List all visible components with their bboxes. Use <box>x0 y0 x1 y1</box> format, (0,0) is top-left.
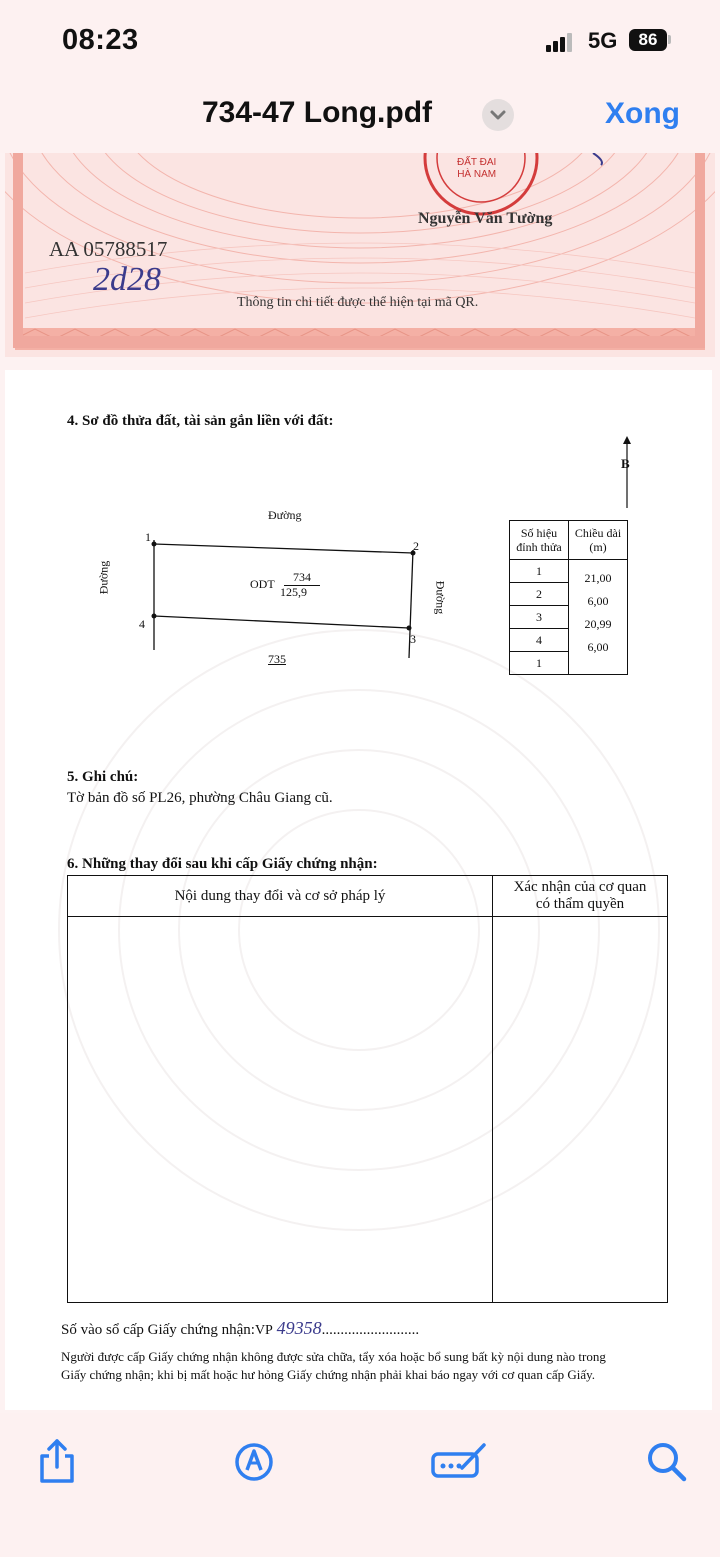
signal-icon <box>546 32 574 52</box>
qr-note: Thông tin chi tiết được thể hiện tại mã QR. <box>237 295 479 310</box>
table-header-length <box>569 521 628 560</box>
vertex-label: 3 <box>410 632 416 646</box>
vertex-cell: 2 <box>510 583 569 606</box>
length-cell: 6,00 <box>587 640 609 654</box>
header-line: (m) <box>589 540 607 554</box>
changes-col-confirm <box>493 876 668 917</box>
table-row <box>68 917 668 1303</box>
parcel-area: 125,9 <box>280 585 307 599</box>
road-top-label: Đường <box>268 508 302 522</box>
section-5-title: 5. Ghi chú: <box>67 769 139 785</box>
battery-tip <box>668 35 671 44</box>
chevron-down-icon <box>482 99 514 131</box>
parcel-code: ODT <box>250 577 275 591</box>
header-line: Chiều dài <box>574 526 622 540</box>
search-icon[interactable] <box>642 1437 692 1487</box>
length-cell: 6,00 <box>587 594 609 608</box>
section-6-title: 6. Những thay đổi sau khi cấp Giấy chứng nhận: <box>67 856 378 872</box>
length-cell: 21,00 <box>584 571 612 585</box>
warning-line-2: Giấy chứng nhận; khi bị mất hoặc hư hỏng Giấy chứng nhận phải khai báo ngay với cơ quan cấp Giấy. <box>61 1367 596 1382</box>
north-label: B <box>621 456 630 471</box>
section-4-title: 4. Sơ đồ thửa đất, tài sản gắn liền với đất: <box>67 413 334 429</box>
north-arrow-icon <box>617 434 637 510</box>
registry-prefix: VP <box>254 1323 273 1338</box>
vertex-cell: 4 <box>510 629 569 652</box>
table-header-vertex <box>510 521 569 560</box>
network-label: 5G <box>588 28 618 53</box>
warning-line-1: Người được cấp Giấy chứng nhận không được sửa chữa, tẩy xóa hoặc bổ sung bất kỳ nội dung nào trong <box>61 1349 606 1364</box>
certificate-page-2 <box>5 370 712 1410</box>
status-time: 08:23 <box>62 24 139 56</box>
bottom-toolbar <box>0 1413 720 1557</box>
share-icon[interactable] <box>32 1436 82 1486</box>
header-line: Xác nhận của cơ quan <box>513 879 647 895</box>
vertex-label: 2 <box>413 539 419 553</box>
road-left-label: Đường <box>96 560 111 595</box>
header-line: đỉnh thửa <box>516 540 562 554</box>
title-menu-button[interactable] <box>482 99 514 131</box>
header-line: Số hiệu <box>520 526 558 540</box>
handwritten-note: 2d28 <box>93 261 161 298</box>
neighbor-parcel: 735 <box>268 652 286 666</box>
changes-confirm-cell <box>493 917 668 1303</box>
vertex-cell: 1 <box>510 652 569 675</box>
certificate-serial: AA 05788517 <box>49 237 168 261</box>
seal-line: ĐẤT ĐAI <box>457 157 497 168</box>
registry-label: Số vào sổ cấp Giấy chứng nhận: <box>61 1322 255 1338</box>
parcel-number: 734 <box>284 570 320 586</box>
vertex-cell: 3 <box>510 606 569 629</box>
markup-icon[interactable] <box>229 1437 279 1487</box>
seal-line: HÀ NAM <box>457 169 497 180</box>
vertex-label: 4 <box>139 617 145 631</box>
table-header-row <box>68 876 668 917</box>
done-button[interactable]: Xong <box>605 97 680 130</box>
section-5-note: Tờ bản đồ số PL26, phường Châu Giang cũ. <box>67 790 333 806</box>
registry-line <box>61 1318 419 1339</box>
table-header-row <box>510 521 628 560</box>
changes-table <box>67 875 668 1303</box>
document-title[interactable]: 734-47 Long.pdf <box>202 96 433 129</box>
changes-content-cell <box>68 917 493 1303</box>
status-bar <box>0 0 720 80</box>
road-right-label: Đường <box>433 580 448 615</box>
parcel-lengths-table <box>509 520 628 675</box>
changes-col-content: Nội dung thay đổi và cơ sở pháp lý <box>68 876 493 917</box>
signature-icon[interactable] <box>430 1435 490 1485</box>
vertex-label: 1 <box>145 530 151 544</box>
battery-icon: 86 <box>629 29 667 51</box>
length-cell: 20,99 <box>584 617 612 631</box>
certificate-page <box>5 153 715 357</box>
table-row <box>510 560 628 583</box>
registry-number: 49358 <box>276 1318 322 1338</box>
registry-dots: .......................... <box>321 1322 420 1338</box>
parcel-diagram <box>125 530 425 670</box>
header-line: có thẩm quyền <box>535 896 625 912</box>
vertex-cell: 1 <box>510 560 569 583</box>
signer-name: Nguyễn Văn Tường <box>418 210 553 227</box>
length-cell-group <box>569 560 628 675</box>
